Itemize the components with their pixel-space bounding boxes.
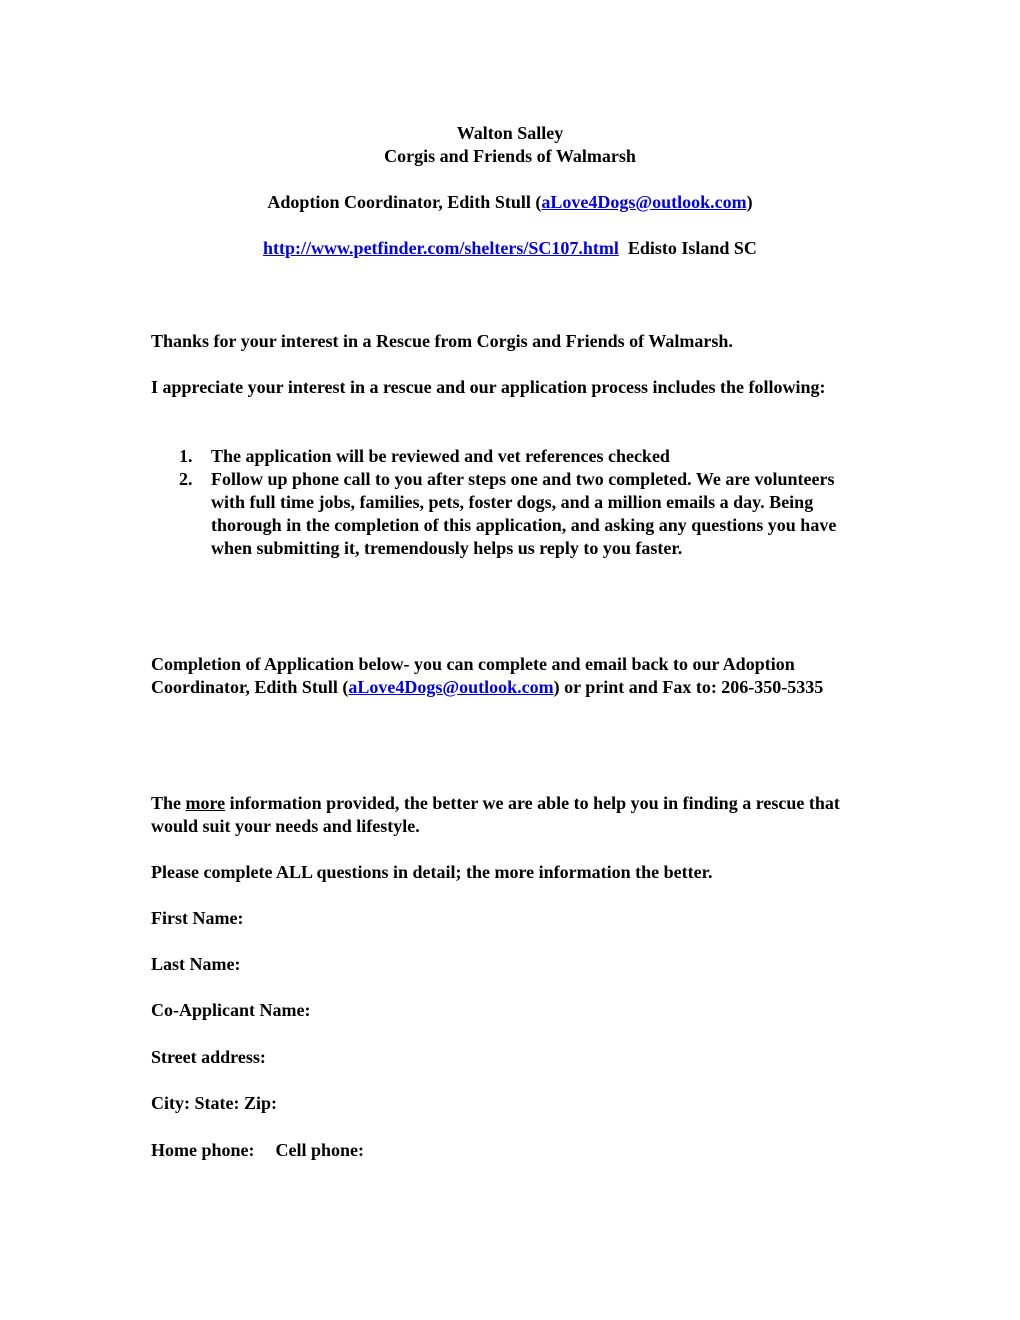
thanks-paragraph: Thanks for your interest in a Rescue from Corgis and Friends of Walmarsh. <box>151 331 733 351</box>
info-emphasis: more <box>185 793 226 813</box>
coordinator-label: Adoption Coordinator, Edith Stull ( <box>267 192 542 212</box>
cell-phone-label: Cell phone: <box>275 1140 365 1160</box>
step-number: 2. <box>179 469 193 489</box>
completion-fax-text: ) or print and Fax to: 206-350-5335 <box>553 677 824 697</box>
info-paragraph <box>151 792 841 838</box>
co-applicant-label: Co-Applicant Name: <box>151 1000 311 1020</box>
completion-email-link[interactable]: aLove4Dogs@outlook.com <box>348 677 554 697</box>
list-item <box>151 468 866 560</box>
info-text-end: information provided, the better we are able to help you in finding a rescue that would suit your needs and lifestyle. <box>151 793 840 836</box>
contact-name: Walton Salley <box>456 123 564 143</box>
completion-text: Completion of Application below- you can complete and email back to our Adoption Coordinator, Edith Stull ( <box>151 654 795 697</box>
process-steps-list <box>151 445 866 560</box>
last-name-label: Last Name: <box>151 954 241 974</box>
step-text: Follow up phone call to you after steps one and two completed. We are volunteers with full time jobs, families, pets, foster dogs, and a million emails a day. Being thorough in the completion of this application, and asking any questions you have when submitting it, tremendously helps us reply to you faster. <box>211 469 837 558</box>
completion-paragraph <box>151 653 876 699</box>
coordinator-email-link[interactable]: aLove4Dogs@outlook.com <box>541 192 747 212</box>
coordinator-line <box>0 191 1020 214</box>
first-name-label: First Name: <box>151 908 244 928</box>
info-text-start: The <box>151 793 186 813</box>
home-phone-label: Home phone: <box>151 1140 255 1160</box>
website-line <box>0 237 1020 260</box>
phone-line <box>151 1139 364 1162</box>
coordinator-close: ) <box>746 192 753 212</box>
process-paragraph: I appreciate your interest in a rescue and our application process includes the following: <box>151 377 826 397</box>
location-text: Edisto Island SC <box>627 238 757 258</box>
step-number: 1. <box>179 446 193 466</box>
instruction-text: Please complete ALL questions in detail; the more information the better. <box>151 862 713 882</box>
list-item <box>151 445 866 468</box>
street-address-label: Street address: <box>151 1047 266 1067</box>
organization-name: Corgis and Friends of Walmarsh <box>384 146 636 166</box>
city-state-zip-label: City: State: Zip: <box>151 1093 277 1113</box>
petfinder-link[interactable]: http://www.petfinder.com/shelters/SC107.html <box>263 238 619 258</box>
step-text: The application will be reviewed and vet references checked <box>211 446 670 466</box>
